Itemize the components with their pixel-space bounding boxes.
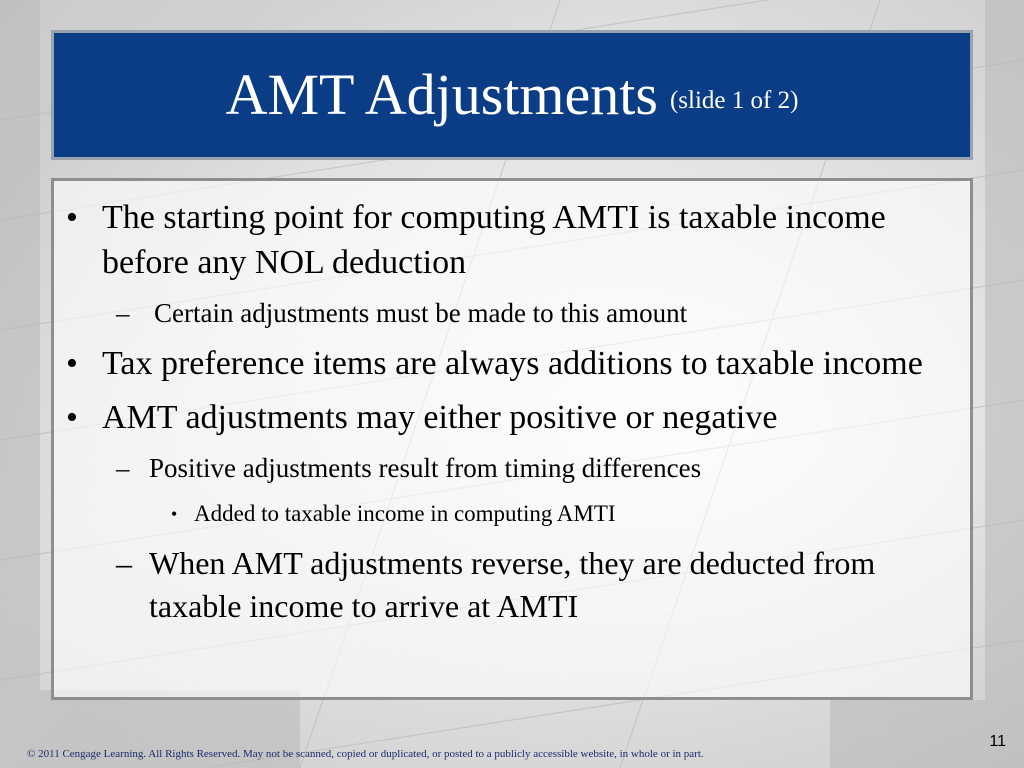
list-subitem (54, 294, 946, 333)
slide-title: AMT Adjustments (225, 62, 658, 127)
list-subitem (54, 449, 946, 488)
subitem-text: Positive adjustments result from timing differences (149, 453, 702, 483)
bullet-list (54, 181, 970, 628)
title-banner (51, 30, 973, 160)
subitem-text: When AMT adjustments reverse, they are deducted from taxable income to arrive at AMTI (149, 545, 876, 624)
bullet-text: The starting point for computing AMTI is taxable income before any NOL deduction (102, 199, 886, 281)
bullet-icon: • (66, 345, 78, 382)
dash-icon: – (116, 298, 130, 328)
list-item (54, 395, 946, 440)
bullet-text: Tax preference items are always additions to taxable income (102, 345, 923, 382)
slide-subtitle: (slide 1 of 2) (669, 87, 799, 114)
content-panel (51, 178, 973, 700)
copyright-footer: © 2011 Cengage Learning. All Rights Reserved. May not be scanned, copied or duplicated, or posted to a publicly accessible website, in whole or in part. (27, 748, 704, 760)
list-subsubitem (54, 496, 946, 532)
dash-icon: – (116, 545, 132, 581)
bullet-icon: • (66, 199, 78, 236)
subitem-text: Certain adjustments must be made to this amount (154, 298, 688, 328)
list-item (54, 341, 946, 386)
list-subitem (54, 542, 946, 628)
bullet-icon: • (171, 504, 178, 524)
bullet-text: AMT adjustments may either positive or negative (102, 399, 778, 436)
subsubitem-text: Added to taxable income in computing AMTI (194, 501, 616, 526)
page-number: 11 (989, 733, 1006, 750)
list-item (54, 195, 946, 285)
dash-icon: – (116, 453, 130, 483)
bullet-icon: • (66, 399, 78, 436)
